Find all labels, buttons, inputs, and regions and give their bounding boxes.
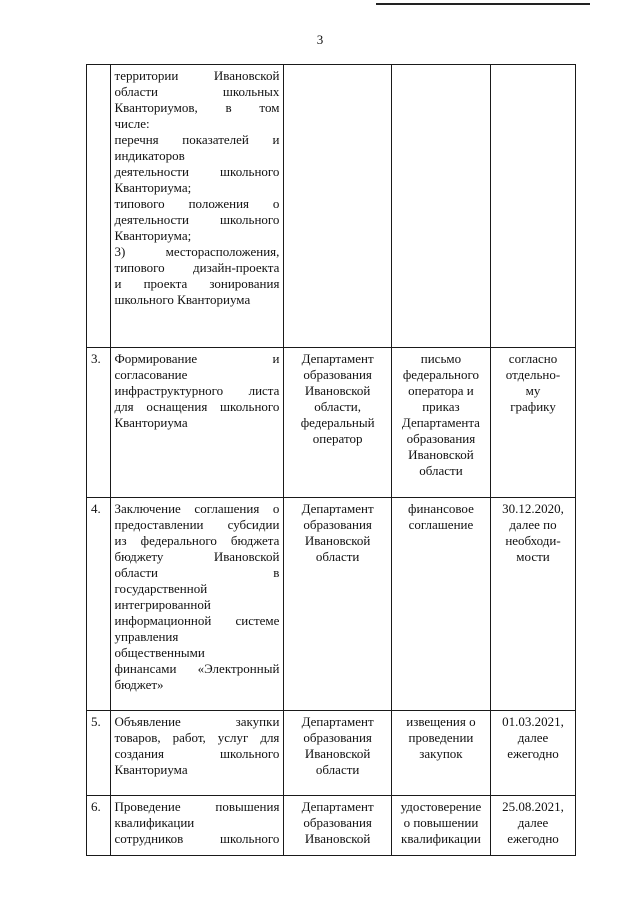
- responsible-cell: [284, 711, 391, 796]
- text-line: области: [419, 463, 463, 478]
- text-line: Объявление закупки: [114, 714, 280, 729]
- text-line: индикаторов: [114, 148, 185, 163]
- text-line: му: [525, 383, 541, 398]
- text-line: 25.08.2021,: [502, 799, 564, 814]
- deadline-cell: [491, 348, 576, 498]
- text-line: Ивановской: [304, 383, 371, 398]
- text-line: Ивановской: [304, 746, 371, 761]
- text-line: приказ: [422, 399, 460, 414]
- text-line: Департамент: [301, 714, 374, 729]
- text-line: квалификации: [401, 831, 481, 846]
- table-row: [87, 711, 576, 796]
- text-line: числе:: [114, 116, 150, 131]
- text-line: 01.03.2021,: [502, 714, 564, 729]
- text-line: образования: [303, 517, 372, 532]
- text-line: информационной системе: [114, 613, 280, 628]
- text-line: области в: [114, 565, 280, 580]
- text-line: федеральный: [300, 415, 375, 430]
- text-line: Формирование и: [114, 351, 280, 366]
- result-cell: [391, 348, 490, 498]
- text-line: перечня показателей и: [114, 132, 280, 147]
- row-number-cell: 3.: [87, 348, 111, 498]
- text-line: о повышении: [403, 815, 479, 830]
- text-line: согласно: [508, 351, 558, 366]
- text-line: создания школьного: [114, 746, 280, 761]
- result-cell: [391, 711, 490, 796]
- text-line: проведении: [408, 730, 474, 745]
- text-line: Ивановской: [408, 447, 474, 462]
- text-line: Департамент: [301, 501, 374, 516]
- result-cell: [391, 65, 490, 348]
- text-line: Департамент: [301, 799, 374, 814]
- text-line: 30.12.2020,: [502, 501, 564, 516]
- text-line: далее: [517, 730, 549, 745]
- text-line: государственной: [114, 581, 208, 596]
- text-line: извещения о: [406, 714, 476, 729]
- text-line: мости: [516, 549, 550, 564]
- text-line: квалификации: [114, 815, 195, 830]
- text-line: Кванториума: [114, 415, 188, 430]
- text-line: образования: [303, 730, 372, 745]
- text-line: согласование: [114, 367, 188, 382]
- text-line: необходи-: [505, 533, 561, 548]
- row-number-cell: 6.: [87, 796, 111, 856]
- text-line: графику: [510, 399, 556, 414]
- text-line: школьного Кванториума: [114, 292, 251, 307]
- text-line: Проведение повышения: [114, 799, 280, 814]
- text-line: Кванториума;: [114, 180, 192, 195]
- text-line: отдельно-: [505, 367, 561, 382]
- text-line: Департамент: [301, 351, 374, 366]
- text-line: области: [315, 762, 360, 777]
- text-line: ежегодно: [507, 746, 559, 761]
- text-line: инфраструктурного листа: [114, 383, 280, 398]
- event-cell: [110, 65, 284, 348]
- deadline-cell: [491, 498, 576, 711]
- text-line: предоставлении субсидии: [114, 517, 280, 532]
- row-number-cell: 4.: [87, 498, 111, 711]
- text-line: соглашение: [408, 517, 474, 532]
- text-line: области школьных: [114, 84, 280, 99]
- text-line: для оснащения школьного: [114, 399, 280, 414]
- deadline-cell: [491, 711, 576, 796]
- text-line: области,: [314, 399, 361, 414]
- text-line: деятельности школьного: [114, 212, 280, 227]
- top-rule: [376, 3, 590, 5]
- text-line: закупок: [419, 746, 463, 761]
- text-line: области: [315, 549, 360, 564]
- text-line: 3) месторасположения,: [114, 244, 280, 259]
- responsible-cell: [284, 498, 391, 711]
- text-line: бюджет»: [114, 677, 164, 692]
- text-line: удостоверение: [400, 799, 482, 814]
- text-line: бюджету Ивановской: [114, 549, 280, 564]
- text-line: ежегодно: [507, 831, 559, 846]
- text-line: товаров, работ, услуг для: [114, 730, 280, 745]
- text-line: сотрудников школьного: [114, 831, 280, 846]
- page-number: 3: [316, 32, 324, 47]
- row-number-cell: [87, 65, 111, 348]
- text-line: из федерального бюджета: [114, 533, 280, 548]
- text-line: Ивановской: [304, 533, 371, 548]
- event-cell: [110, 498, 284, 711]
- row-number-cell: 5.: [87, 711, 111, 796]
- table-row: [87, 348, 576, 498]
- responsible-cell: [284, 348, 391, 498]
- text-line: и проекта зонирования: [114, 276, 280, 291]
- event-cell: [110, 711, 284, 796]
- result-cell: [391, 498, 490, 711]
- deadline-cell: [491, 796, 576, 856]
- text-line: федерального: [402, 367, 480, 382]
- text-line: Департамента: [401, 415, 480, 430]
- text-line: интегрированной: [114, 597, 211, 612]
- text-line: Ивановской: [304, 831, 371, 846]
- text-line: управления: [114, 629, 179, 644]
- text-line: далее: [517, 815, 549, 830]
- text-line: оператора и: [408, 383, 474, 398]
- activity-plan-table: [86, 64, 576, 856]
- result-cell: [391, 796, 490, 856]
- text-line: Кванториумов, в том: [114, 100, 280, 115]
- text-line: оператор: [312, 431, 363, 446]
- text-line: письмо: [420, 351, 462, 366]
- text-line: финансами «Электронный: [114, 661, 280, 676]
- text-line: общественными: [114, 645, 205, 660]
- text-line: Кванториума;: [114, 228, 192, 243]
- text-line: образования: [303, 815, 372, 830]
- text-line: типового дизайн-проекта: [114, 260, 280, 275]
- event-cell: [110, 348, 284, 498]
- table-row: [87, 65, 576, 348]
- text-line: Заключение соглашения о: [114, 501, 280, 516]
- text-line: деятельности школьного: [114, 164, 280, 179]
- event-cell: [110, 796, 284, 856]
- text-line: финансовое: [408, 501, 474, 516]
- deadline-cell: [491, 65, 576, 348]
- table-row: [87, 498, 576, 711]
- text-line: образования: [406, 431, 476, 446]
- text-line: далее по: [509, 517, 557, 532]
- table-row: [87, 796, 576, 856]
- responsible-cell: [284, 65, 391, 348]
- text-line: типового положения о: [114, 196, 280, 211]
- responsible-cell: [284, 796, 391, 856]
- text-line: образования: [303, 367, 372, 382]
- text-line: территории Ивановской: [114, 68, 280, 83]
- text-line: Кванториума: [114, 762, 188, 777]
